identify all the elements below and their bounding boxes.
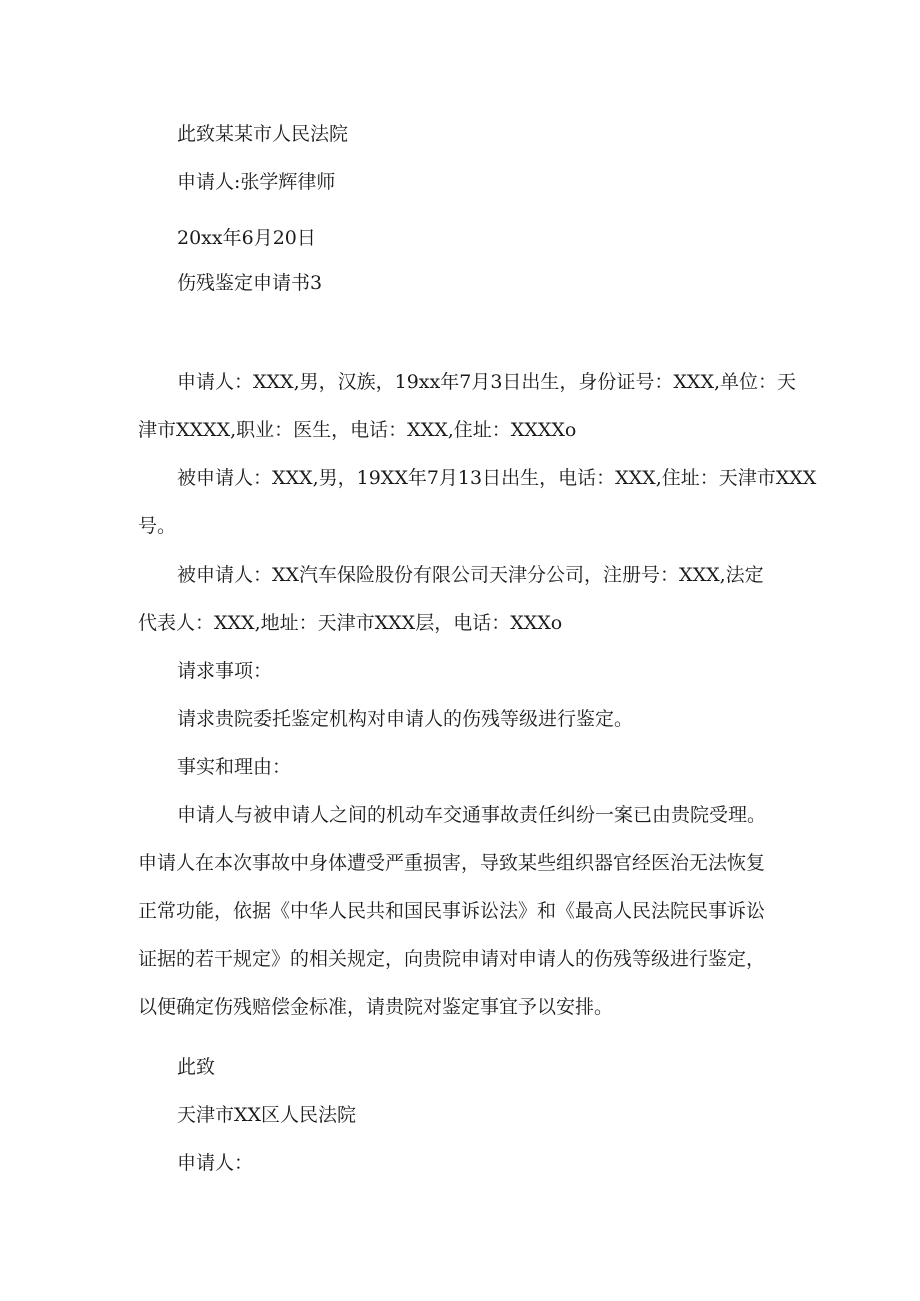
respondent1-info-line2: 号。: [138, 515, 177, 537]
facts-line4: 证据的若干规定》的相关规定，向贵院申请对申请人的伤残等级进行鉴定，: [138, 948, 766, 970]
respondent2-info-line1: 被申请人：XX汽车保险股份有限公司天津分公司，注册号：XXX,法定: [177, 564, 764, 586]
closing-salutation: 此致: [177, 1056, 216, 1078]
facts-line5: 以便确定伤残赔偿金标准，请贵院对鉴定事宜予以安排。: [138, 996, 614, 1018]
document-date: 20xx年6月20日: [177, 227, 316, 249]
applicant-info-line1: 申请人：XXX,男，汉族，19xx年7月3日出生，身份证号：XXX,单位：天: [177, 371, 797, 393]
respondent1-info-line1: 被申请人：XXX,男，19XX年7月13日出生，电话：XXX,住址：天津市XXX: [177, 467, 817, 489]
applicant-info-line2: 津市XXXX,职业：医生，电话：XXX,住址：XXXXo: [138, 419, 577, 441]
closing-applicant: 申请人：: [177, 1152, 254, 1174]
facts-heading: 事实和理由：: [177, 756, 292, 778]
facts-line1: 申请人与被申请人之间的机动车交通事故责任纠纷一案已由贵院受理。: [177, 804, 767, 826]
facts-line2: 申请人在本次事故中身体遭受严重损害，导致某些组织器官经医治无法恢复: [138, 852, 766, 874]
closing-court: 天津市XX区人民法院: [177, 1104, 357, 1126]
applicant-signature-previous: 申请人:张学辉律师: [177, 171, 336, 193]
request-text: 请求贵院委托鉴定机构对申请人的伤残等级进行鉴定。: [177, 708, 634, 730]
request-heading: 请求事项：: [177, 660, 273, 682]
document-title: 伤残鉴定申请书3: [177, 272, 323, 294]
respondent2-info-line2: 代表人：XXX,地址：天津市XXX层，电话：XXXo: [138, 612, 563, 634]
facts-line3: 正常功能，依据《中华人民共和国民事诉讼法》和《最高人民法院民事诉讼: [138, 900, 766, 922]
closing-salutation-previous: 此致某某市人民法院: [177, 123, 349, 145]
